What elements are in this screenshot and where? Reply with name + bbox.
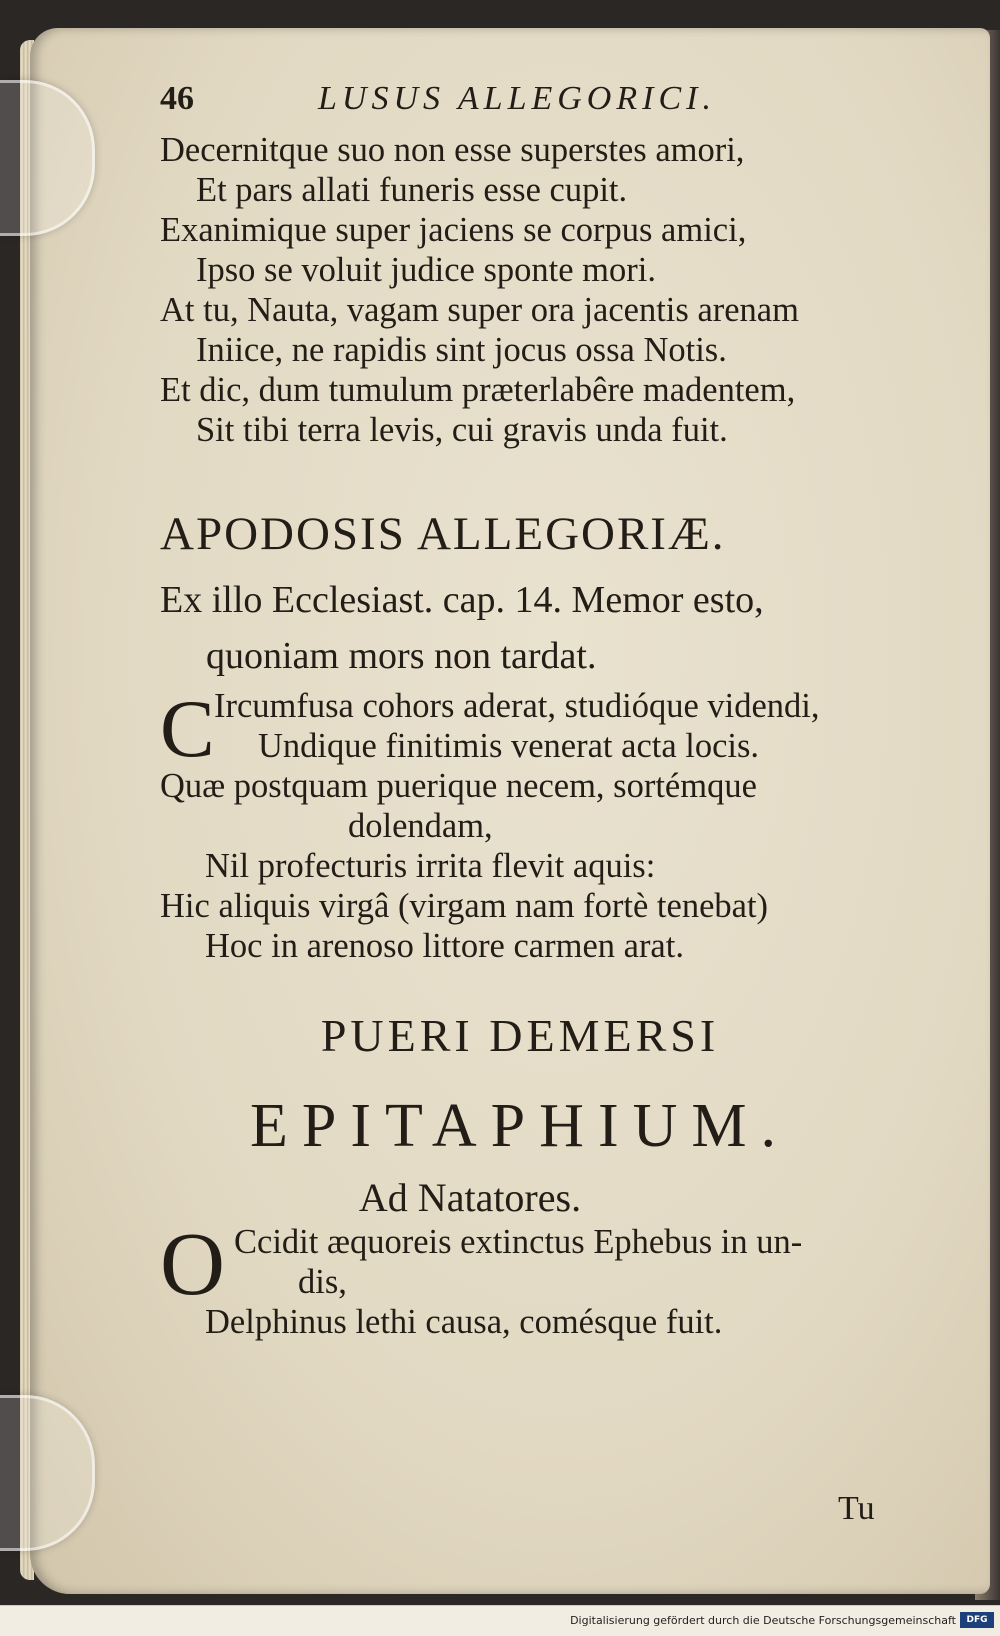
verse-line: Undique finitimis venerat acta locis. — [258, 727, 760, 765]
verse-line: Quæ postquam puerique necem, sortémque — [160, 767, 757, 805]
page-text — [160, 80, 940, 1342]
verse-line: Et pars allati funeris esse cupit. — [196, 171, 628, 209]
drop-cap: O — [160, 1215, 225, 1314]
running-head — [160, 80, 940, 130]
running-title: LUSUS ALLEGORICI. — [318, 80, 716, 117]
section-heading: APODOSIS ALLEGORIÆ. — [160, 508, 726, 560]
poem-2 — [160, 683, 940, 966]
page-number: 46 — [160, 80, 194, 117]
drop-cap: C — [160, 683, 215, 774]
verse-line: Exanimique super jaciens se corpus amici, — [160, 211, 747, 249]
verse-line: Delphinus lethi causa, comésque fuit. — [205, 1303, 723, 1341]
epitaph-title: PUERI DEMERSI — [320, 1010, 720, 1061]
verse-line: Decernitque suo non esse superstes amori, — [160, 131, 745, 169]
funding-credit: Digitalisierung gefördert durch die Deutsche Forschungsgemeinschaft — [570, 1614, 956, 1627]
drop-cap-block — [160, 683, 940, 774]
verse-line: Hoc in arenoso littore carmen arat. — [205, 927, 684, 965]
verse-line-wrap: dis, — [298, 1263, 347, 1301]
verse-line-wrap: dolendam, — [348, 807, 493, 845]
verse-line: Ircumfusa cohors aderat, studióque videndi, — [214, 687, 820, 725]
footer-bar — [0, 1605, 1000, 1636]
poem-3 — [160, 1215, 940, 1342]
poem-1 — [160, 130, 940, 450]
verse-line: Nil profecturis irrita flevit aquis: — [205, 847, 656, 885]
epitaph-title-large: EPITAPHIUM. — [250, 1092, 790, 1160]
verse-line: Ccidit æquoreis extinctus Ephebus in un- — [234, 1223, 803, 1261]
dfg-logo: DFG — [960, 1612, 994, 1628]
verse-line: Et dic, dum tumulum præterlabêre madentem, — [160, 371, 796, 409]
verse-line: Iniice, ne rapidis sint jocus ossa Notis. — [196, 331, 727, 369]
verse-line: Hic aliquis virgâ (virgam nam fortè tenebat) — [160, 887, 769, 925]
verse-line: Ipso se voluit judice sponte mori. — [196, 251, 656, 289]
epitaph-subtitle: Ad Natatores. — [358, 1175, 582, 1220]
catchword: Tu — [838, 1490, 875, 1527]
source-line: quoniam mors non tardat. — [206, 635, 597, 677]
verse-line: At tu, Nauta, vagam super ora jacentis arenam — [160, 291, 799, 329]
verse-line: Sit tibi terra levis, cui gravis unda fuit. — [196, 411, 728, 449]
source-line: Ex illo Ecclesiast. cap. 14. Memor esto, — [160, 579, 764, 621]
